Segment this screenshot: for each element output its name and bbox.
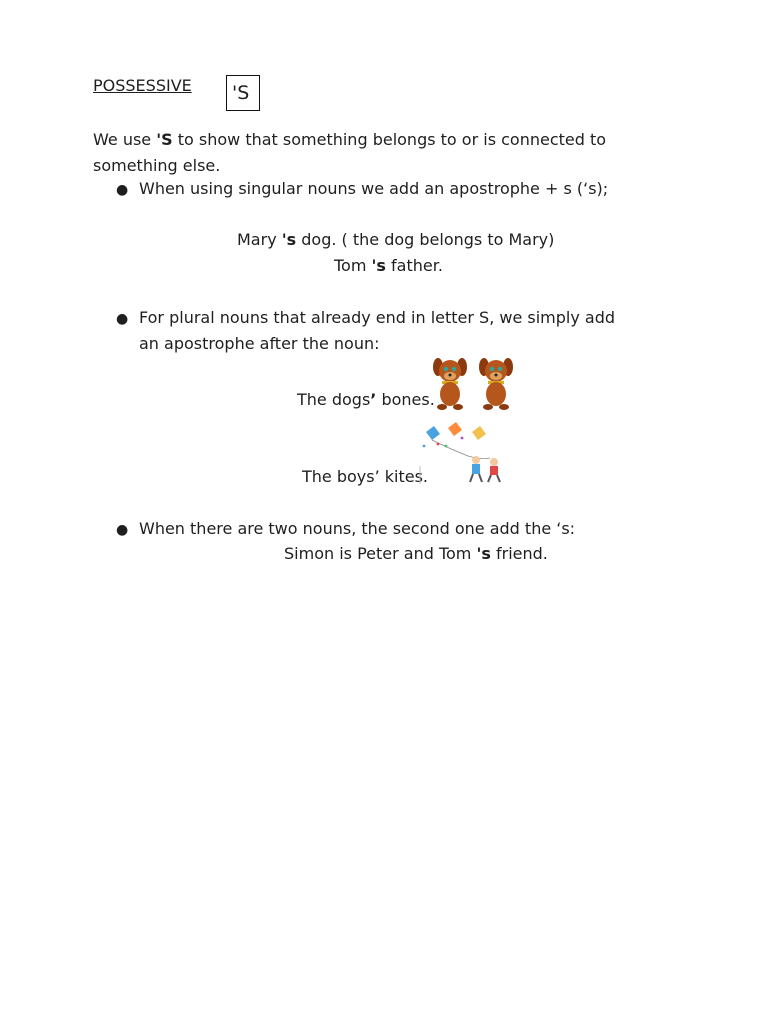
intro-mark: 'S [156, 130, 173, 149]
child-icon [470, 456, 482, 482]
kites-image [418, 418, 510, 486]
bullet-text-2: For plural nouns that already end in letter S, we simply add an apostrophe after the noun: [139, 308, 616, 353]
kite-icon [423, 422, 490, 459]
dogs-image [428, 357, 518, 411]
example-mark: ’ [370, 390, 377, 409]
dog-icon [479, 358, 513, 410]
intro-before: We use [93, 130, 157, 149]
intro-paragraph [93, 127, 683, 179]
example-text-b: bones. [376, 390, 435, 409]
example-dogs [297, 390, 435, 409]
example-tom [334, 256, 443, 275]
example-mark: 's [476, 544, 491, 563]
example-simon [284, 544, 548, 563]
example-text-a: Mary [237, 230, 282, 249]
child-icon [488, 458, 500, 482]
bullet-text-3: When there are two nouns, the second one add the ‘s: [139, 519, 576, 538]
heading-title: POSSESSIVE [93, 76, 192, 95]
intro-after: to show that something belongs to or is connected to something else. [93, 130, 607, 175]
bullet-dot: ● [116, 182, 129, 198]
example-mary [237, 230, 554, 249]
bullet-dot: ● [116, 311, 129, 327]
example-text-b: friend. [490, 544, 548, 563]
bullet-dot: ● [116, 522, 129, 538]
example-mark: 's [281, 230, 297, 249]
example-boys-kites: The boys’ kites. [302, 467, 429, 486]
bullet-text-1: When using singular nouns we add an apostrophe + s (‘s); [139, 179, 609, 198]
example-text-a: Simon is Peter and Tom [284, 544, 477, 563]
possessive-symbol-box: 'S [226, 75, 260, 111]
example-mark: 's [371, 256, 386, 275]
dog-icon [433, 358, 467, 410]
example-text-b: dog. ( the dog belongs to Mary) [296, 230, 555, 249]
example-text-a: Tom [334, 256, 372, 275]
example-text-b: father. [385, 256, 443, 275]
example-text-a: The dogs [297, 390, 371, 409]
